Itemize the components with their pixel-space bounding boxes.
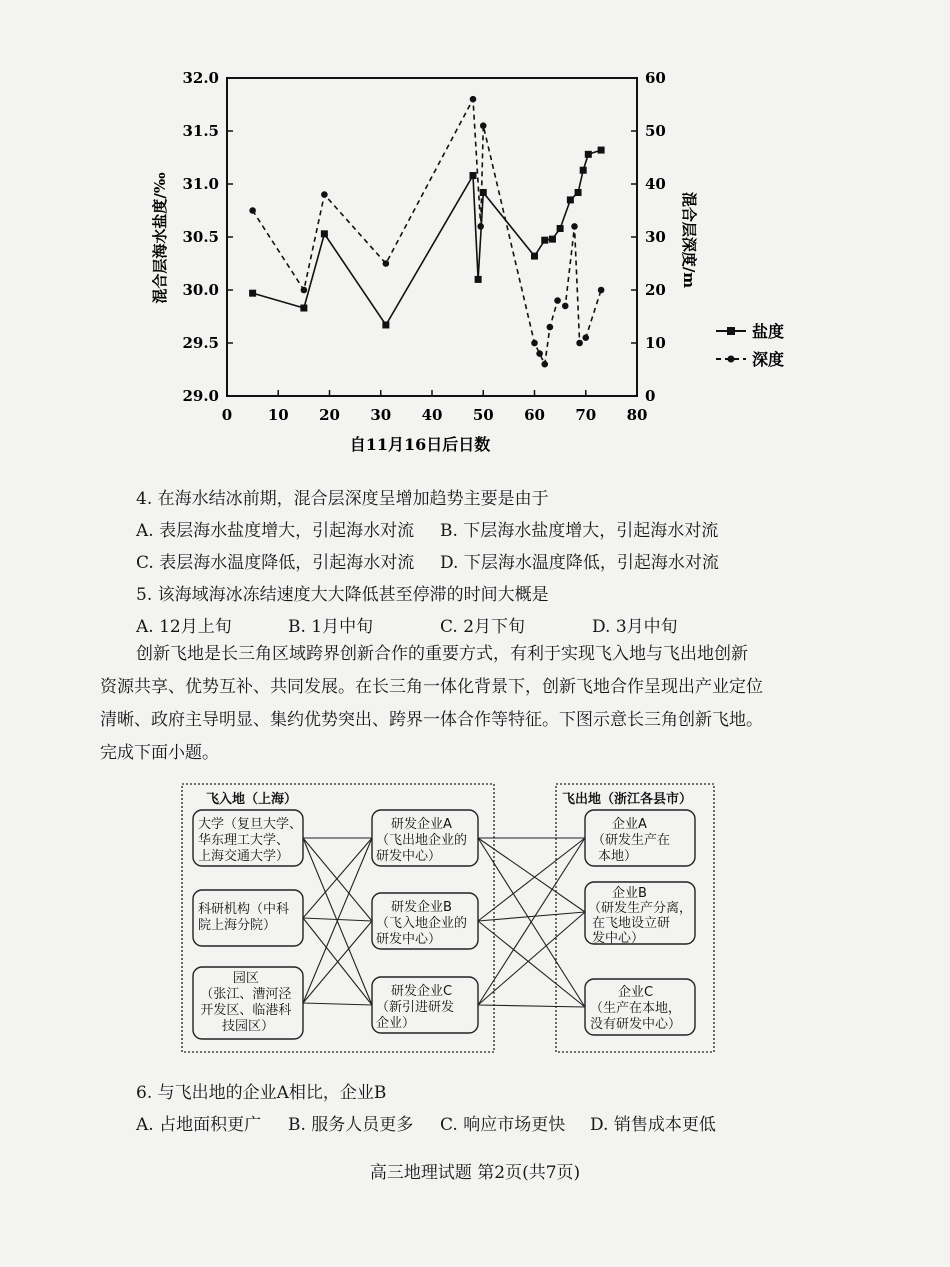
q6-stem: 6. 与飞出地的企业A相比，企业B — [136, 1083, 387, 1103]
legend-depth-label: 深度 — [752, 350, 785, 369]
rd-a-line-1: 研发企业A — [391, 817, 452, 832]
q6-option-b: B. 服务人员更多 — [288, 1115, 414, 1135]
left-tick-label: 31.5 — [182, 122, 219, 140]
rd-c-line-3: 企业） — [376, 1016, 416, 1031]
x-tick-label: 60 — [524, 406, 545, 424]
page-footer: 高三地理试题 第2页(共7页) — [369, 1163, 581, 1183]
link-park-rdc — [303, 1003, 372, 1005]
q6-option-c: C. 响应市场更快 — [440, 1115, 566, 1135]
x-tick-label: 20 — [319, 406, 340, 424]
link-rdb-enta — [478, 838, 585, 921]
passage-line-3: 清晰、政府主导明显、集约优势突出、跨界一体合作等特征。下图示意长三角创新飞地。 — [100, 710, 763, 730]
ent-a-line-2: （研发生产在 — [592, 833, 671, 848]
ent-a-line-1: 企业A — [612, 817, 647, 832]
university-line-3: 上海交通大学） — [198, 849, 290, 864]
q6-option-a: A. 占地面积更广 — [136, 1115, 262, 1135]
left-tick-label: 30.5 — [182, 228, 219, 246]
link-park-rdb — [303, 921, 372, 1003]
rd-c-line-2: （新引进研发 — [376, 1000, 455, 1015]
park-line-4: 技园区） — [221, 1019, 275, 1034]
legend-salinity-label: 盐度 — [752, 322, 785, 341]
q6-option-d: D. 销售成本更低 — [590, 1115, 716, 1135]
left-tick-label: 30.0 — [182, 281, 219, 299]
rd-c-line-1: 研发企业C — [391, 984, 453, 999]
fly-in-title: 飞入地（上海） — [206, 792, 298, 807]
q4-option-d: D. 下层海水温度降低，引起海水对流 — [440, 553, 719, 573]
x-tick-label: 10 — [267, 406, 289, 424]
right-tick-label: 10 — [645, 334, 666, 352]
x-tick-label: 70 — [575, 406, 597, 424]
ent-c-line-1: 企业C — [618, 985, 654, 1000]
right-tick-label: 50 — [645, 122, 666, 140]
university-line-1: 大学（复旦大学、 — [198, 817, 303, 832]
ent-b-line-2: （研发生产分离， — [588, 901, 693, 916]
right-axis-label: 混合层深度/m — [680, 191, 698, 289]
left-tick-label: 29.5 — [182, 334, 219, 352]
park-line-3: 开发区、临港科 — [200, 1003, 292, 1018]
q4-stem: 4. 在海水结冰前期，混合层深度呈增加趋势主要是由于 — [136, 489, 549, 509]
institute-line-1: 科研机构（中科 — [198, 902, 290, 917]
park-line-1: 园区 — [232, 971, 259, 986]
park-line-2: （张江、漕河泾 — [200, 987, 292, 1002]
q4-option-a: A. 表层海水盐度增大，引起海水对流 — [136, 521, 415, 541]
q4-option-c: C. 表层海水温度降低，引起海水对流 — [136, 553, 415, 573]
passage-line-2: 资源共享、优势互补、共同发展。在长三角一体化背景下，创新飞地合作呈现出产业定位 — [100, 677, 763, 697]
q5-stem: 5. 该海域海冰冻结速度大大降低甚至停滞的时间大概是 — [136, 585, 549, 605]
q5-option-b: B. 1月中旬 — [288, 617, 374, 637]
q4-option-b: B. 下层海水盐度增大，引起海水对流 — [440, 521, 719, 541]
rd-a-line-3: 研发中心） — [376, 849, 442, 864]
left-tick-label: 29.0 — [182, 387, 219, 405]
rd-b-line-1: 研发企业B — [391, 900, 452, 915]
rd-b-line-2: （飞入地企业的 — [376, 916, 468, 931]
q5-option-d: D. 3月中旬 — [592, 617, 678, 637]
fly-out-title: 飞出地（浙江各县市） — [562, 792, 693, 807]
x-tick-label: 80 — [626, 406, 648, 424]
left-axis-label: 混合层海水盐度/‰ — [151, 172, 169, 304]
q5-option-a: A. 12月上旬 — [136, 617, 232, 637]
passage-line-1: 创新飞地是长三角区域跨界创新合作的重要方式，有利于实现飞入地与飞出地创新 — [136, 644, 748, 664]
institute-line-2: 院上海分院） — [198, 918, 277, 933]
x-axis-label: 自11月16日后日数 — [349, 435, 491, 454]
ent-b-line-3: 在飞地设立研 — [592, 916, 671, 931]
x-tick-label: 30 — [370, 406, 392, 424]
x-tick-label: 50 — [472, 406, 494, 424]
ent-b-line-4: 发中心） — [592, 931, 645, 946]
right-tick-label: 0 — [645, 387, 656, 405]
left-tick-label: 32.0 — [182, 69, 219, 87]
x-tick-label: 40 — [421, 406, 443, 424]
rd-a-line-2: （飞出地企业的 — [376, 833, 468, 848]
ent-b-line-1: 企业B — [612, 886, 647, 901]
q5-option-c: C. 2月下旬 — [440, 617, 526, 637]
ent-a-line-3: 本地） — [598, 849, 638, 864]
ent-c-line-2: （生产在本地， — [590, 1001, 682, 1016]
right-tick-label: 40 — [645, 175, 666, 193]
right-tick-label: 30 — [645, 228, 666, 246]
rd-b-line-3: 研发中心） — [376, 932, 442, 947]
right-tick-label: 60 — [645, 69, 666, 87]
x-tick-label: 0 — [221, 406, 233, 424]
ent-c-line-3: 没有研发中心） — [590, 1017, 682, 1032]
passage-line-4: 完成下面小题。 — [100, 743, 219, 763]
left-tick-label: 31.0 — [182, 175, 219, 193]
right-tick-label: 20 — [645, 281, 666, 299]
university-line-2: 华东理工大学、 — [198, 833, 290, 848]
